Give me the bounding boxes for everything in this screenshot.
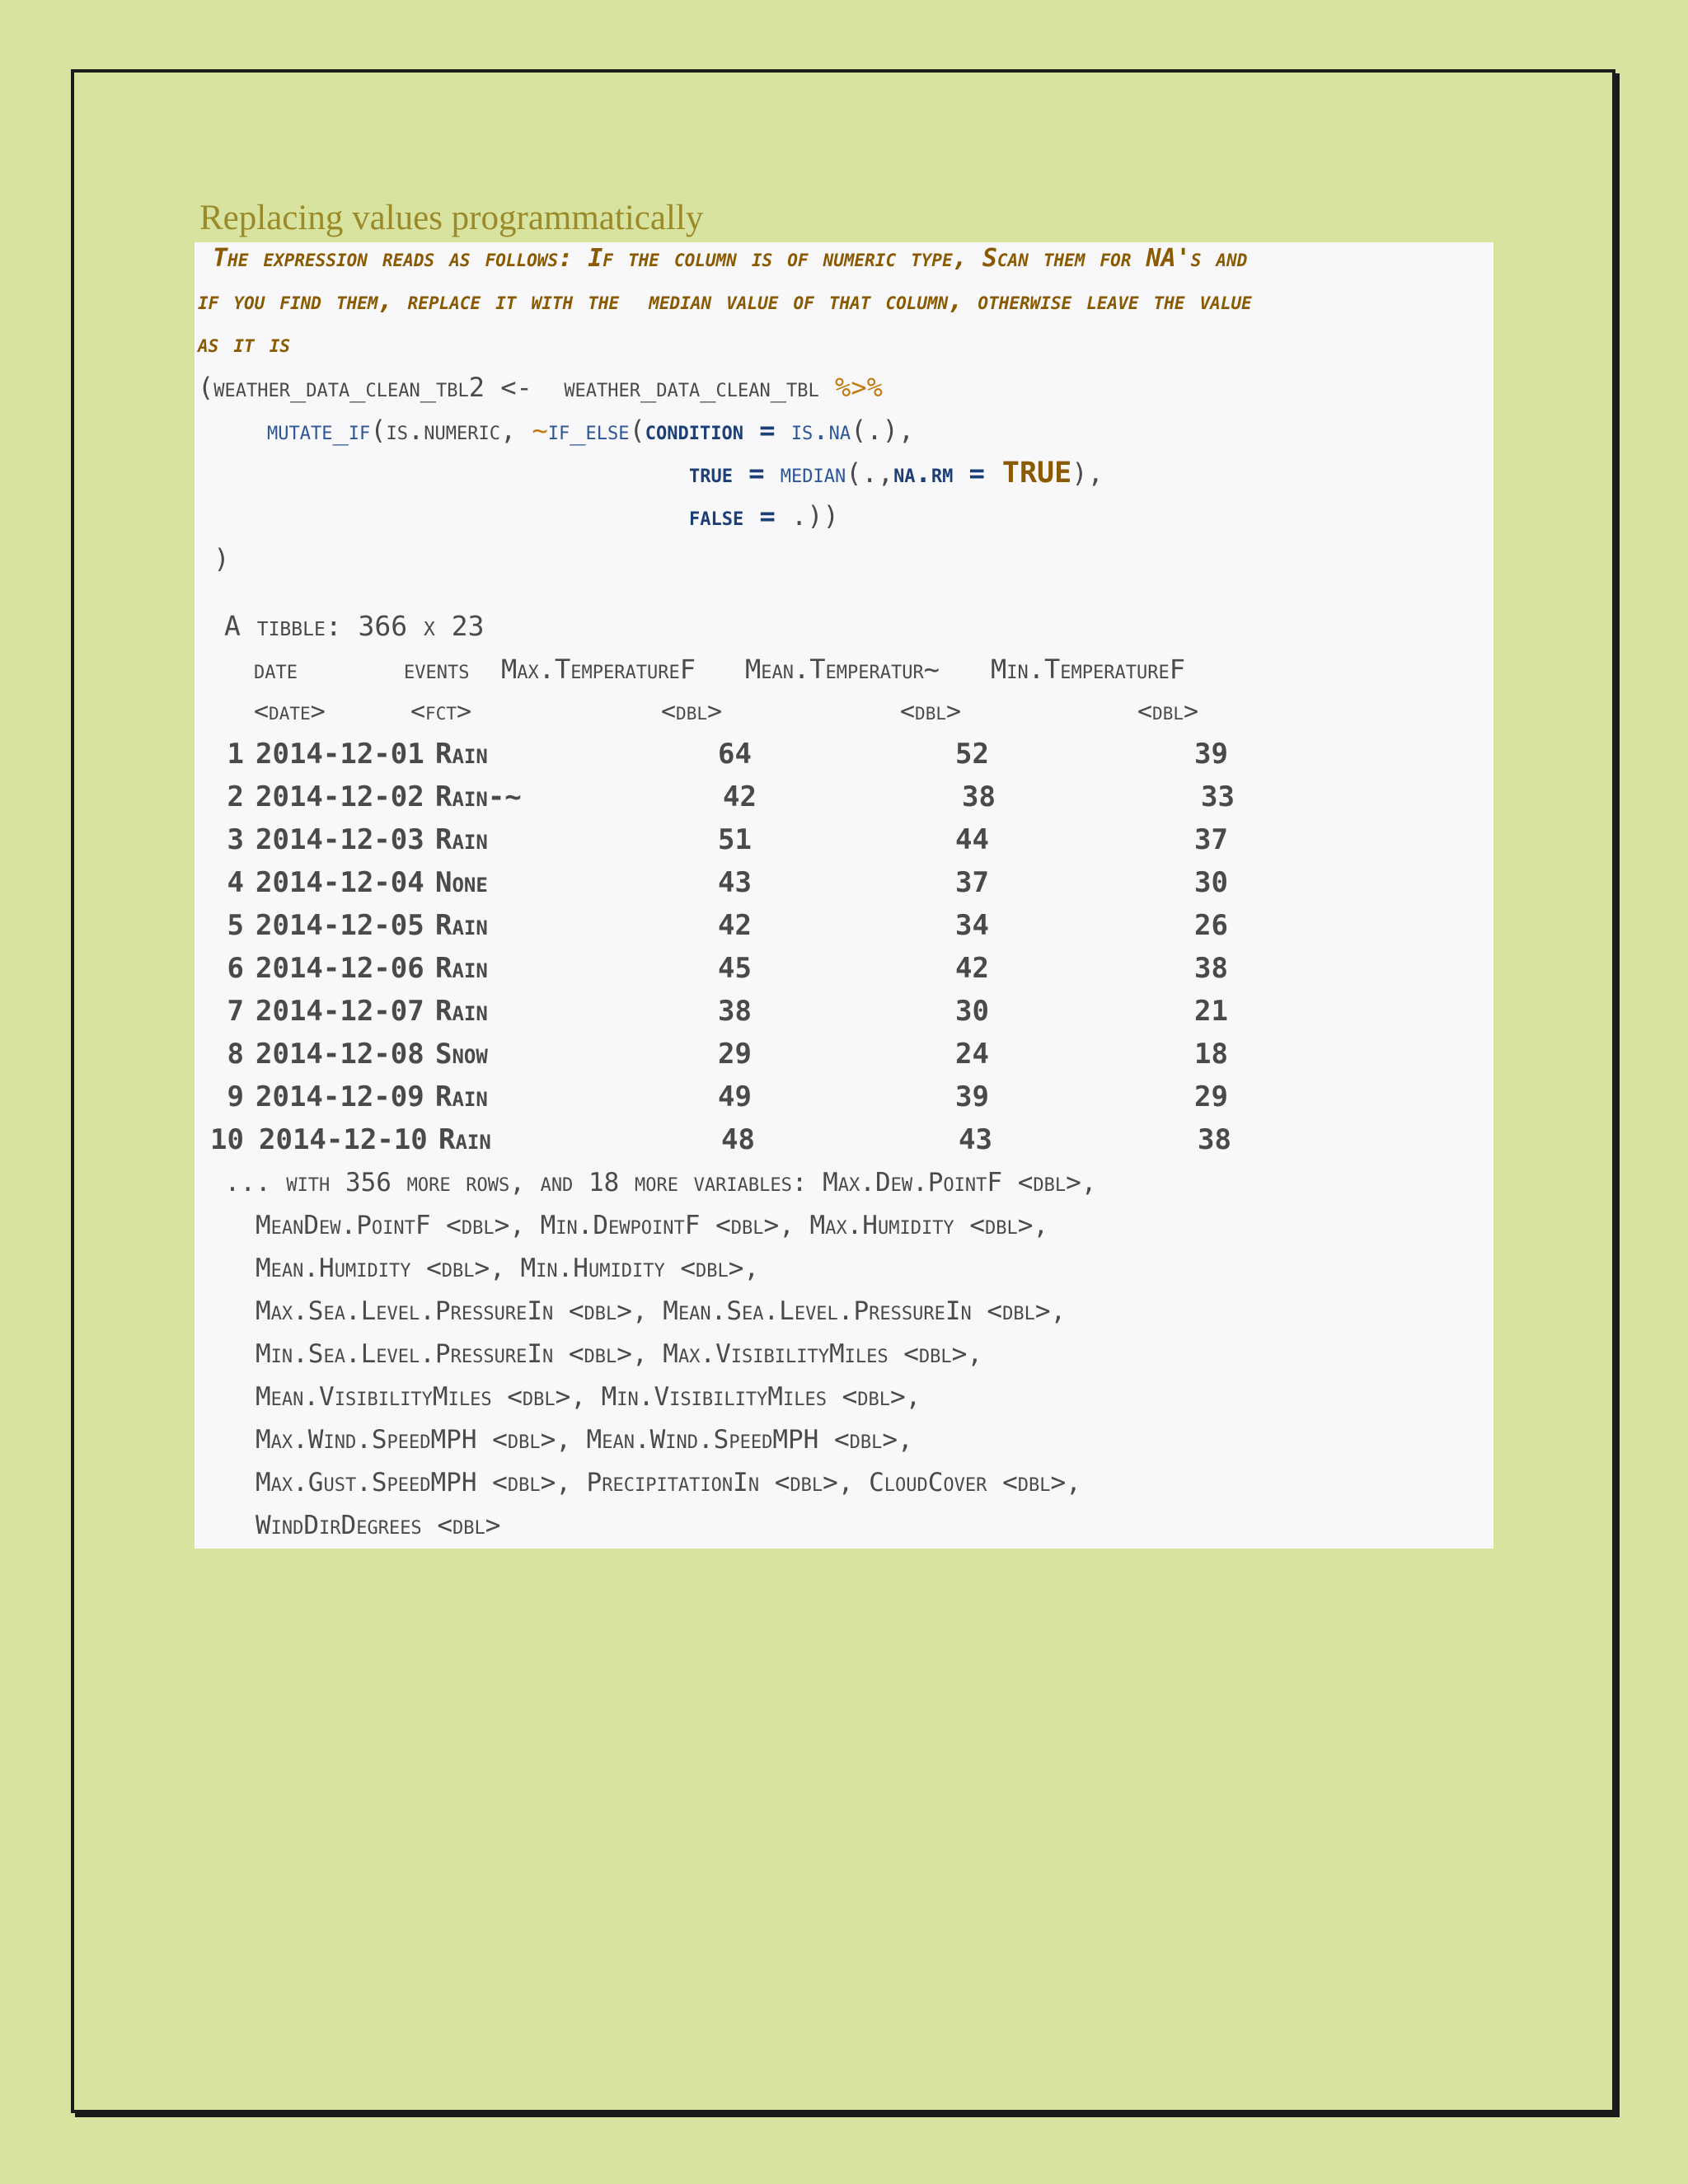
code-line-3 bbox=[689, 457, 1104, 490]
fn-is-na: is.na bbox=[790, 415, 851, 446]
row-index: 1 bbox=[227, 738, 244, 771]
code-line-1 bbox=[198, 371, 883, 404]
tibble-footer-1: ... with 356 more rows, and 18 more variables: Max.Dew.PointF <dbl>, bbox=[209, 1168, 1097, 1197]
row-mean: 52 bbox=[955, 738, 989, 771]
row-events: Rain bbox=[435, 1080, 488, 1113]
row-events: Rain bbox=[435, 738, 488, 771]
row-min: 38 bbox=[1198, 1123, 1231, 1156]
row-max: 49 bbox=[718, 1080, 752, 1113]
code-assign: (weather_data_clean_tbl2 <- weather_data_clean_tbl bbox=[198, 372, 836, 403]
row-events: Rain bbox=[435, 823, 488, 856]
row-mean: 39 bbox=[955, 1080, 989, 1113]
code-median-args: (., bbox=[846, 457, 894, 489]
tibble-header: A tibble: 366 x 23 bbox=[224, 610, 485, 642]
row-max: 29 bbox=[718, 1038, 752, 1071]
row-events: Rain bbox=[438, 1123, 491, 1156]
row-min: 38 bbox=[1194, 952, 1228, 985]
col-header-min-temp: Min.TemperatureF bbox=[991, 654, 1186, 685]
comment-line-2: if you find them, replace it with the median value of that column, otherwise leave the value bbox=[198, 287, 1252, 316]
row-index: 8 bbox=[227, 1038, 244, 1071]
row-events: Rain-~ bbox=[435, 780, 522, 813]
col-type-max: <dbl> bbox=[661, 697, 723, 726]
code-space bbox=[776, 415, 791, 446]
arg-false: false = bbox=[689, 500, 776, 532]
comment-line-3: as it is bbox=[198, 330, 290, 359]
row-mean: 37 bbox=[955, 866, 989, 899]
row-min: 26 bbox=[1194, 909, 1228, 942]
row-mean: 34 bbox=[955, 909, 989, 942]
tibble-footer-9: WindDirDegrees <dbl> bbox=[209, 1511, 501, 1540]
row-mean: 24 bbox=[955, 1038, 989, 1071]
row-max: 43 bbox=[718, 866, 752, 899]
col-type-min: <dbl> bbox=[1137, 697, 1199, 726]
row-date: 2014-12-06 bbox=[256, 952, 424, 985]
row-date: 2014-12-09 bbox=[256, 1080, 424, 1113]
col-header-date: date bbox=[254, 654, 298, 685]
slide-title: Replacing values programmatically bbox=[199, 199, 704, 237]
row-max: 38 bbox=[718, 995, 752, 1028]
row-events: Rain bbox=[435, 952, 488, 985]
col-header-mean-temp: Mean.Temperatur~ bbox=[745, 654, 940, 685]
row-date: 2014-12-08 bbox=[256, 1038, 424, 1071]
row-date: 2014-12-01 bbox=[256, 738, 424, 771]
code-line-4 bbox=[689, 499, 839, 532]
row-mean: 30 bbox=[955, 995, 989, 1028]
row-min: 33 bbox=[1201, 780, 1235, 813]
row-index: 2 bbox=[227, 780, 244, 813]
row-date: 2014-12-02 bbox=[256, 780, 424, 813]
row-mean: 42 bbox=[955, 952, 989, 985]
row-index: 7 bbox=[227, 995, 244, 1028]
row-index: 4 bbox=[227, 866, 244, 899]
row-events: Rain bbox=[435, 995, 488, 1028]
row-events: Snow bbox=[435, 1038, 488, 1071]
literal-true: TRUE bbox=[984, 457, 1072, 490]
comment-line-1: The expression reads as follows: If the column is of numeric type, Scan them for NA's and bbox=[198, 244, 1248, 273]
fn-median: median bbox=[764, 457, 846, 489]
tibble-footer-2: MeanDew.PointF <dbl>, Min.DewpointF <dbl>, Max.Humidity <dbl>, bbox=[209, 1211, 1049, 1240]
code-close: ), bbox=[1071, 457, 1104, 489]
tibble-footer-8: Max.Gust.SpeedMPH <dbl>, PrecipitationIn <dbl>, CloudCover <dbl>, bbox=[209, 1468, 1081, 1497]
col-header-max-temp: Max.TemperatureF bbox=[501, 654, 696, 685]
col-header-events: events bbox=[404, 654, 470, 685]
row-date: 2014-12-04 bbox=[256, 866, 424, 899]
row-index: 3 bbox=[227, 823, 244, 856]
code-false-val: .)) bbox=[775, 500, 839, 532]
tilde-operator: ~ bbox=[532, 415, 548, 446]
row-max: 42 bbox=[723, 780, 757, 813]
row-min: 21 bbox=[1194, 995, 1228, 1028]
row-min: 37 bbox=[1194, 823, 1228, 856]
row-index: 6 bbox=[227, 952, 244, 985]
col-type-events: <fct> bbox=[410, 697, 472, 726]
code-args: (is.numeric, bbox=[370, 415, 532, 446]
row-date: 2014-12-05 bbox=[256, 909, 424, 942]
code-line-2 bbox=[267, 414, 914, 447]
tibble-footer-5: Min.Sea.Level.PressureIn <dbl>, Max.VisibilityMiles <dbl>, bbox=[209, 1339, 982, 1369]
row-index: 9 bbox=[227, 1080, 244, 1113]
row-min: 29 bbox=[1194, 1080, 1228, 1113]
arg-true: true = bbox=[689, 457, 765, 489]
row-events: Rain bbox=[435, 909, 488, 942]
pipe-operator: %>% bbox=[835, 372, 883, 403]
row-max: 51 bbox=[718, 823, 752, 856]
code-dot: (.), bbox=[851, 415, 915, 446]
row-min: 30 bbox=[1194, 866, 1228, 899]
row-index: 10 bbox=[210, 1123, 244, 1156]
fn-if-else: if_else bbox=[547, 415, 630, 446]
tibble-footer-4: Max.Sea.Level.PressureIn <dbl>, Mean.Sea.Level.PressureIn <dbl>, bbox=[209, 1296, 1067, 1326]
code-line-5: ) bbox=[198, 543, 230, 574]
row-date: 2014-12-07 bbox=[256, 995, 424, 1028]
row-min: 39 bbox=[1194, 738, 1228, 771]
tibble-footer-7: Max.Wind.SpeedMPH <dbl>, Mean.Wind.SpeedMPH <dbl>, bbox=[209, 1425, 913, 1455]
row-mean: 38 bbox=[962, 780, 996, 813]
col-type-mean: <dbl> bbox=[900, 697, 962, 726]
row-max: 64 bbox=[718, 738, 752, 771]
arg-na-rm: na.rm = bbox=[893, 457, 985, 489]
row-mean: 44 bbox=[955, 823, 989, 856]
row-min: 18 bbox=[1194, 1038, 1228, 1071]
code-paren: ( bbox=[629, 415, 645, 446]
code-panel bbox=[195, 242, 1493, 1549]
tibble-footer-3: Mean.Humidity <dbl>, Min.Humidity <dbl>, bbox=[209, 1254, 760, 1283]
row-index: 5 bbox=[227, 909, 244, 942]
row-max: 48 bbox=[721, 1123, 755, 1156]
row-mean: 43 bbox=[959, 1123, 992, 1156]
row-date: 2014-12-03 bbox=[256, 823, 424, 856]
tibble-footer-6: Mean.VisibilityMiles <dbl>, Min.VisibilityMiles <dbl>, bbox=[209, 1382, 921, 1412]
row-date: 2014-12-10 bbox=[259, 1123, 428, 1156]
col-type-date: <date> bbox=[254, 697, 326, 726]
arg-condition: condition = bbox=[645, 415, 776, 446]
row-events: None bbox=[435, 866, 488, 899]
row-max: 45 bbox=[718, 952, 752, 985]
fn-mutate-if: mutate_if bbox=[267, 415, 371, 446]
row-max: 42 bbox=[718, 909, 752, 942]
